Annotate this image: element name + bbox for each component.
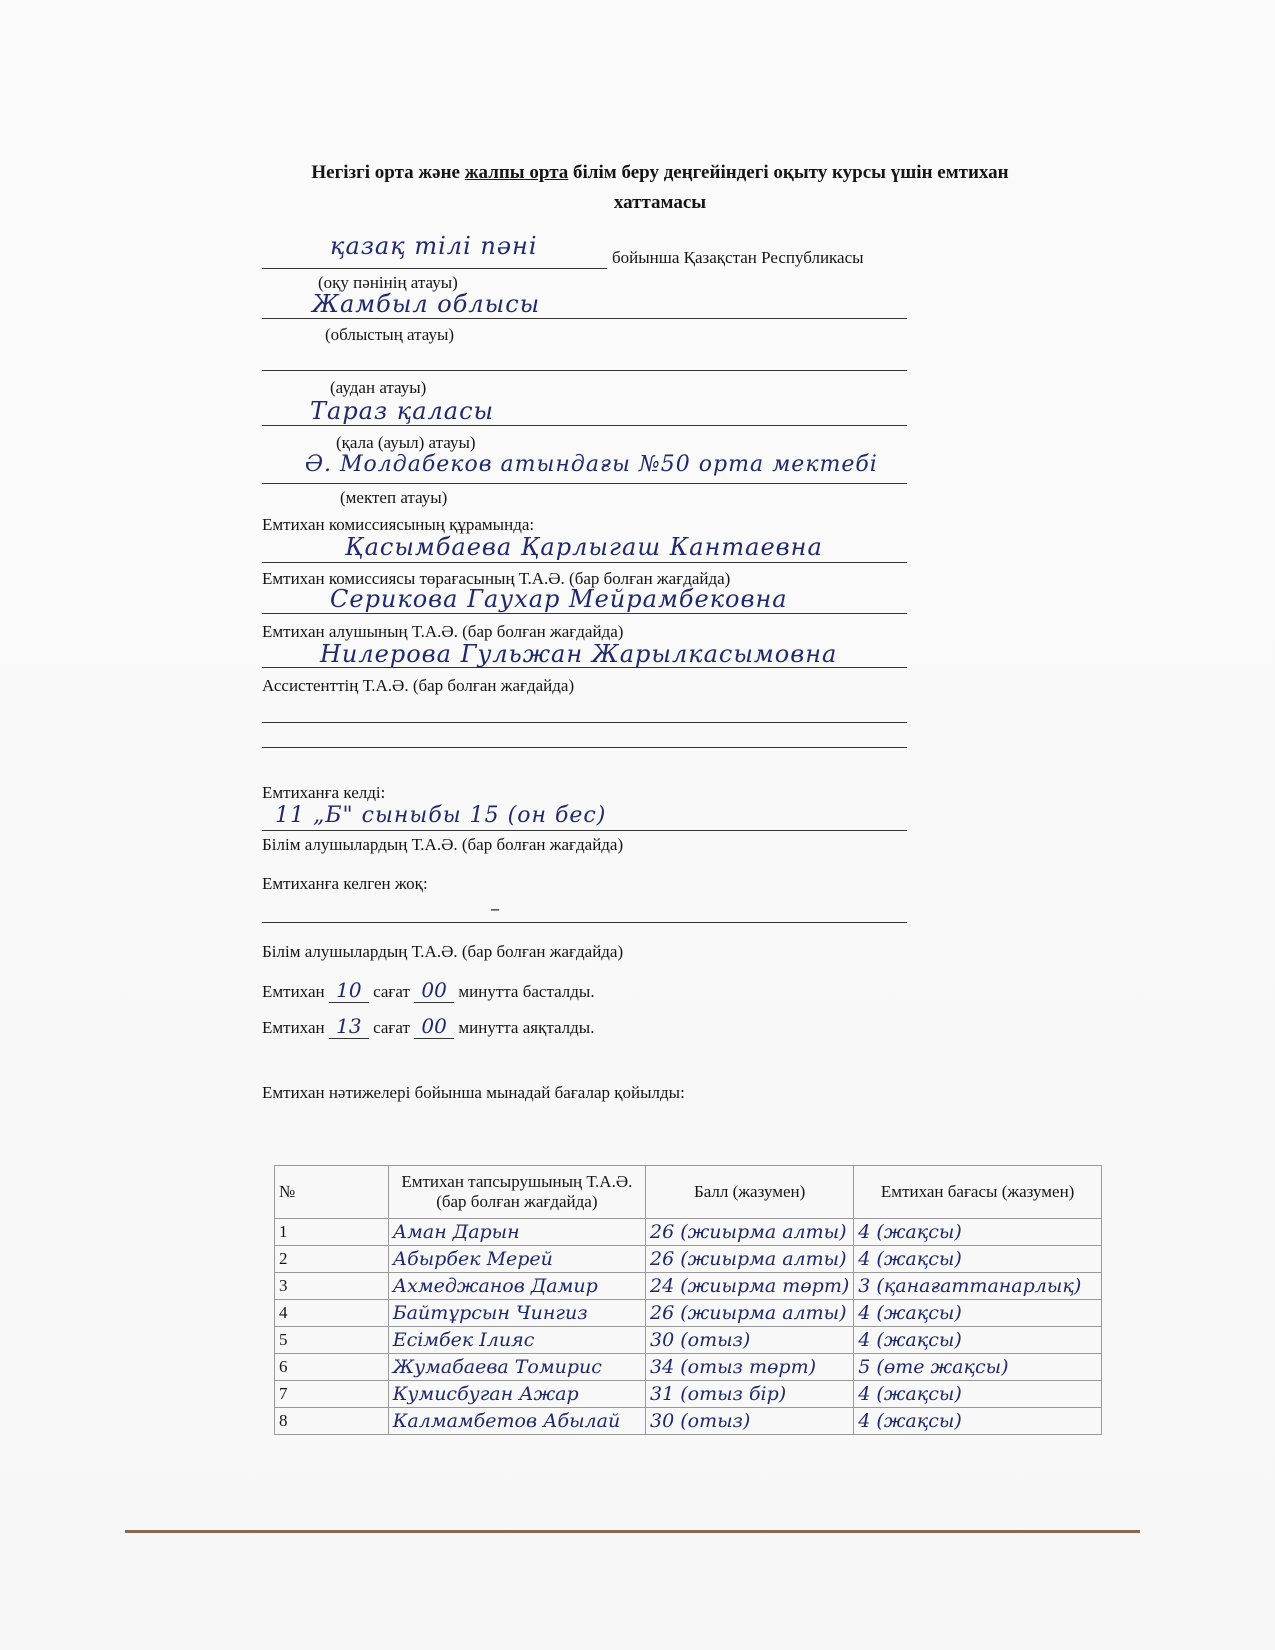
- region-handwritten: Жамбыл облысы: [312, 290, 541, 318]
- student-score: 26 (жиырма алты): [646, 1219, 854, 1246]
- blank-line-2: [262, 747, 907, 748]
- region-line: [262, 318, 907, 319]
- examiner-handwritten: Серикова Гаухар Мейрамбековна: [330, 585, 788, 613]
- came-line: [262, 830, 907, 831]
- row-number: 5: [275, 1327, 389, 1354]
- student-name: Калмамбетов Абылай: [388, 1408, 645, 1435]
- start-time-row: [262, 978, 595, 1003]
- student-name: Абырбек Мерей: [388, 1246, 645, 1273]
- school-caption: (мектеп атауы): [340, 488, 448, 507]
- end-minute-field: [414, 1014, 454, 1039]
- end-hour-field: [329, 1014, 369, 1039]
- subject-suffix: бойынша Қазақстан Республикасы: [612, 248, 864, 267]
- chair-caption: Емтихан комиссиясы төрағасының Т.А.Ә. (бар болған жағдайда): [262, 569, 731, 588]
- absent-label: Емтиханға келген жоқ:: [262, 874, 428, 893]
- end-suffix: минутта аяқталды.: [458, 1018, 595, 1037]
- table-row: [275, 1408, 1102, 1435]
- student-score: 26 (жиырма алты): [646, 1246, 854, 1273]
- student-grade: 3 (қанағаттанарлық): [854, 1273, 1102, 1300]
- chair-line: [262, 562, 907, 563]
- region-caption: (облыстың атауы): [325, 325, 455, 344]
- student-name: Кумисбуган Ажар: [388, 1381, 645, 1408]
- row-number: 4: [275, 1300, 389, 1327]
- start-minute-field: [414, 978, 454, 1003]
- absent-line: [262, 922, 907, 923]
- title-part-2: жалпы орта: [464, 162, 569, 183]
- end-hour: 13: [336, 1014, 362, 1038]
- start-hour: 10: [336, 978, 362, 1002]
- table-row: [275, 1354, 1102, 1381]
- title-part-1: Негізгі орта және: [311, 162, 465, 183]
- start-minute: 00: [421, 978, 447, 1002]
- student-name: Жумабаева Томирис: [388, 1354, 645, 1381]
- row-number: 6: [275, 1354, 389, 1381]
- student-grade: 4 (жақсы): [854, 1381, 1102, 1408]
- table-row: [275, 1219, 1102, 1246]
- student-grade: 4 (жақсы): [854, 1219, 1102, 1246]
- start-hour-field: [329, 978, 369, 1003]
- examiner-line: [262, 613, 907, 614]
- col-grade-header: Емтихан бағасы (жазумен): [854, 1166, 1102, 1219]
- school-handwritten: Ә. Молдабеков атындағы №50 орта мектебі: [305, 452, 878, 477]
- district-caption: (аудан атауы): [330, 378, 427, 397]
- results-heading: Емтихан нәтижелері бойынша мынадай бағалар қойылды:: [262, 1083, 685, 1102]
- student-score: 24 (жиырма төрт): [646, 1273, 854, 1300]
- table-row: [275, 1300, 1102, 1327]
- start-prefix: Емтихан: [262, 982, 325, 1001]
- title-part-3: білім беру деңгейіндегі оқыту курсы үшін емтихан: [568, 162, 1009, 183]
- subject-line: [262, 268, 607, 269]
- end-minute: 00: [421, 1014, 447, 1038]
- subject-caption: (оқу пәнінің атауы): [318, 273, 458, 292]
- row-number: 2: [275, 1246, 389, 1273]
- absent-caption: Білім алушылардың Т.А.Ә. (бар болған жағдайда): [262, 942, 624, 961]
- student-name: Ахмеджанов Дамир: [388, 1273, 645, 1300]
- city-handwritten: Тараз қаласы: [310, 397, 495, 425]
- student-score: 31 (отыз бір): [646, 1381, 854, 1408]
- student-grade: 4 (жақсы): [854, 1300, 1102, 1327]
- col-name-header: Емтихан тапсырушының Т.А.Ә. (бар болған жағдайда): [388, 1166, 645, 1219]
- student-score: 26 (жиырма алты): [646, 1300, 854, 1327]
- student-name: Аман Дарын: [388, 1219, 645, 1246]
- student-score: 34 (отыз төрт): [646, 1354, 854, 1381]
- page-bottom-edge: [125, 1530, 1140, 1533]
- table-row: [275, 1273, 1102, 1300]
- col-number-header: №: [275, 1166, 389, 1219]
- subject-handwritten: қазақ тілі пәні: [330, 232, 538, 260]
- start-hour-word: сағат: [373, 982, 410, 1001]
- end-hour-word: сағат: [373, 1018, 410, 1037]
- came-handwritten: 11 „Б" сыныбы 15 (он бес): [275, 803, 607, 828]
- title-line-2: хаттамасы: [613, 192, 707, 213]
- end-prefix: Емтихан: [262, 1018, 325, 1037]
- student-score: 30 (отыз): [646, 1408, 854, 1435]
- end-time-row: [262, 1014, 594, 1039]
- chair-handwritten: Қасымбаева Қарлыгаш Кантаевна: [345, 533, 823, 561]
- city-caption: (қала (ауыл) атауы): [336, 433, 476, 452]
- commission-heading: Емтихан комиссиясының құрамында:: [262, 515, 535, 534]
- row-number: 1: [275, 1219, 389, 1246]
- examiner-caption: Емтихан алушының Т.А.Ә. (бар болған жағдайда): [262, 622, 624, 641]
- student-score: 30 (отыз): [646, 1327, 854, 1354]
- city-line: [262, 425, 907, 426]
- district-line: [262, 370, 907, 371]
- blank-line-1: [262, 722, 907, 723]
- table-row: [275, 1327, 1102, 1354]
- document-title: [260, 158, 1060, 218]
- results-table: [274, 1165, 1102, 1435]
- student-grade: 5 (өте жақсы): [854, 1354, 1102, 1381]
- student-grade: 4 (жақсы): [854, 1408, 1102, 1435]
- came-label: Емтиханға келді:: [262, 783, 386, 802]
- col-score-header: Балл (жазумен): [646, 1166, 854, 1219]
- table-row: [275, 1381, 1102, 1408]
- row-number: 3: [275, 1273, 389, 1300]
- student-grade: 4 (жақсы): [854, 1327, 1102, 1354]
- row-number: 7: [275, 1381, 389, 1408]
- came-caption: Білім алушылардың Т.А.Ә. (бар болған жағдайда): [262, 835, 624, 854]
- start-suffix: минутта басталды.: [458, 982, 595, 1001]
- row-number: 8: [275, 1408, 389, 1435]
- title-line-1: [260, 158, 1060, 188]
- student-name: Байтұрсын Чингиз: [388, 1300, 645, 1327]
- absent-handwritten: –: [490, 896, 501, 920]
- student-grade: 4 (жақсы): [854, 1246, 1102, 1273]
- results-header-row: [275, 1166, 1102, 1219]
- assistant-caption: Ассистенттің Т.А.Ә. (бар болған жағдайда): [262, 676, 575, 695]
- school-line: [262, 483, 907, 484]
- student-name: Есімбек Ілияс: [388, 1327, 645, 1354]
- assistant-handwritten: Нилерова Гульжан Жарылкасымовна: [320, 640, 838, 668]
- table-row: [275, 1246, 1102, 1273]
